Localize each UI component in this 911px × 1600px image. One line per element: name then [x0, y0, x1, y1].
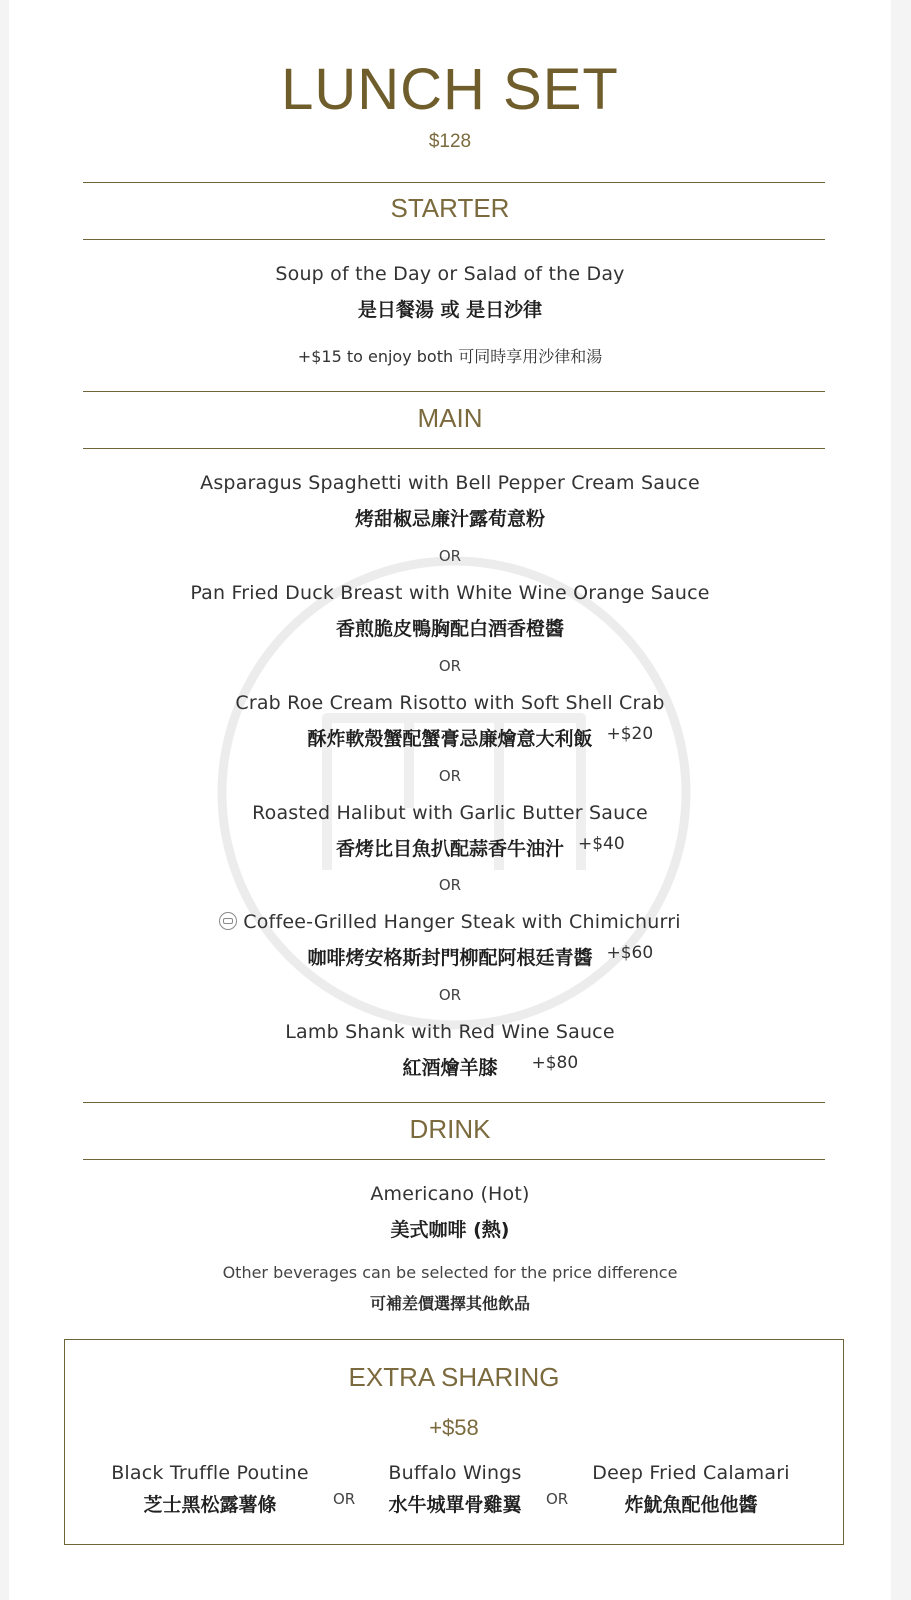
starter-note: +$15 to enjoy both 可同時享用沙律和湯 — [297, 347, 603, 366]
section-title-main: MAIN — [417, 403, 483, 433]
extra-sharing-box — [64, 1339, 844, 1545]
section-title-starter: STARTER — [390, 193, 510, 223]
drink-item-zh: 美式咖啡 (熱) — [390, 1219, 510, 1241]
or-separator: OR — [333, 1490, 356, 1508]
drink-item-en: Americano (Hot) — [370, 1183, 530, 1205]
section-title-drink: DRINK — [409, 1114, 491, 1144]
extra-item — [365, 1462, 545, 1517]
divider — [83, 391, 825, 392]
main-item-en: Crab Roe Cream Risotto with Soft Shell Crab — [235, 692, 665, 714]
extra-sharing-title: EXTRA SHARING — [348, 1362, 560, 1392]
or-separator: OR — [438, 657, 462, 675]
divider — [83, 448, 825, 449]
or-separator: OR — [438, 767, 462, 785]
extra-sharing-price: +$58 — [429, 1415, 479, 1440]
main-item-zh: 咖啡烤安格斯封門柳配阿根廷青醬 +$60 — [307, 943, 654, 969]
divider — [83, 1102, 825, 1103]
extra-item-en: Buffalo Wings — [388, 1462, 522, 1484]
main-item-en: Coffee-Grilled Hanger Steak with Chimichurri — [9, 911, 891, 933]
divider — [83, 239, 825, 240]
menu-page — [9, 0, 891, 1600]
or-separator: OR — [438, 986, 462, 1004]
surcharge-label: +$40 — [578, 834, 625, 854]
divider — [83, 1159, 825, 1160]
main-item-zh: 烤甜椒忌廉汁露荀意粉 — [354, 508, 545, 530]
signature-dish-icon — [219, 912, 237, 930]
extra-item-en: Deep Fried Calamari — [592, 1462, 790, 1484]
divider — [83, 182, 825, 183]
starter-item-zh: 是日餐湯 或 是日沙律 — [357, 299, 543, 321]
extra-item-en: Black Truffle Poutine — [111, 1462, 309, 1484]
extra-item-zh: 炸魷魚配他他醬 — [624, 1494, 758, 1516]
main-item-zh: 紅酒燴羊膝 +$80 — [402, 1053, 579, 1079]
main-item-en: Roasted Halibut with Garlic Butter Sauce — [252, 802, 648, 824]
drink-note-en: Other beverages can be selected for the price difference — [222, 1263, 678, 1282]
menu-title: LUNCH SET — [281, 57, 619, 122]
main-item-en: Pan Fried Duck Breast with White Wine Orange Sauce — [190, 582, 710, 604]
starter-item-en: Soup of the Day or Salad of the Day — [275, 263, 625, 285]
extra-item — [101, 1462, 319, 1517]
main-item-zh: 香烤比目魚扒配蒜香牛油汁 +$40 — [335, 834, 625, 860]
or-separator: OR — [438, 876, 462, 894]
main-item-en: Asparagus Spaghetti with Bell Pepper Cream Sauce — [200, 472, 700, 494]
main-item-zh: 香煎脆皮鴨胸配白酒香橙醬 — [335, 618, 564, 640]
surcharge-label: +$20 — [606, 724, 654, 744]
surcharge-label: +$60 — [606, 943, 654, 963]
extra-item-zh: 芝士黑松露薯條 — [143, 1494, 277, 1516]
set-price: $128 — [428, 131, 472, 152]
drink-note-zh: 可補差價選擇其他飲品 — [369, 1294, 530, 1313]
extra-item-zh: 水牛城單骨雞翼 — [388, 1494, 522, 1516]
or-separator: OR — [546, 1490, 569, 1508]
extra-item — [581, 1462, 801, 1517]
main-item-en: Lamb Shank with Red Wine Sauce — [285, 1021, 615, 1043]
main-item-zh: 酥炸軟殼蟹配蟹膏忌廉燴意大利飯 +$20 — [307, 724, 654, 750]
or-separator: OR — [438, 547, 462, 565]
surcharge-label: +$80 — [531, 1053, 579, 1073]
